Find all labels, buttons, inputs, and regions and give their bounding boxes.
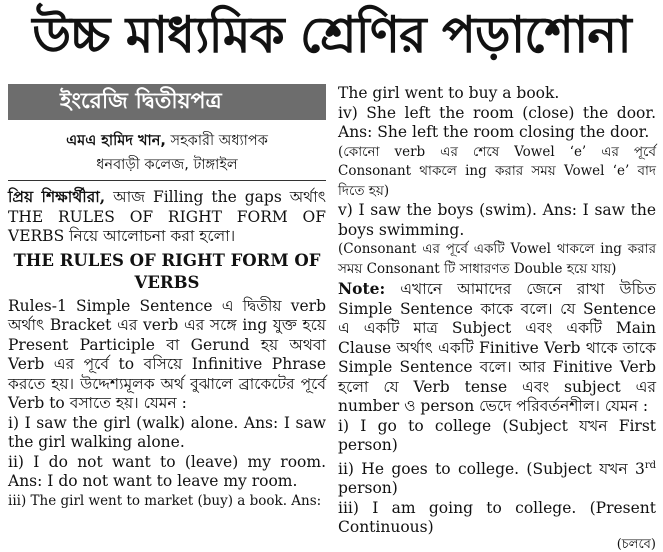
author-name: এমএ হামিদ খান,: [66, 133, 166, 149]
sentence-example-1: i) I go to college (Subject যখন First person): [338, 416, 656, 454]
example-1: i) I saw the girl (walk) alone. Ans: I saw the girl walking alone.: [8, 413, 326, 451]
note-text: এখানে আমাদের জেনে রাখা উচিত Simple Sentence কাকে বলে। যে Sentence এ একটি মাত্র Subject এবং একটি Main Clause অর্থাৎ একটি Finitive Verb থাকে তাকে Simple Sentence বলে। আর Finitive Verb হলো যে Verb tense এবং subject এর number ও person ভেদে পরিবর্তনশীল। যেমন :: [338, 280, 656, 415]
author-college: ধনবাড়ী কলেজ, টাঙ্গাইল: [96, 156, 238, 173]
masthead-title: উচ্চ মাধ্যমিক শ্রেণির পড়াশোনা: [32, 5, 631, 64]
continued-label: (চলবে): [616, 536, 656, 552]
intro-salutation: প্রিয় শিক্ষার্থীরা,: [8, 187, 106, 206]
divider: [8, 180, 326, 181]
note-consonant-double: (Consonant এর পূর্বে একটি Vowel থাকলে ing করার সময় Consonant টি সাধারণত Double হয়ে যায়): [338, 241, 656, 277]
ordinal-superscript: rd: [644, 459, 656, 471]
note-simple-sentence: [338, 279, 656, 417]
sentence-example-3: iii) I am going to college. (Present Continuous): [338, 498, 656, 537]
author-line: [8, 132, 326, 152]
sentence-example-2-text: ii) He goes to college. (Subject যখন 3: [338, 459, 645, 478]
author-role: সহকারী অধ্যাপক: [170, 133, 268, 149]
note-label: Note:: [338, 279, 386, 298]
example-3: iii) The girl went to market (buy) a book. Ans:: [8, 492, 322, 509]
rule-1-paragraph: Rules-1 Simple Sentence এ দ্বিতীয় verb অর্থাৎ Bracket এর verb এর সঙ্গে ing যুক্ত হয়ে Present Participle বা Gerund হয় অথবা Verb এর পূর্বে to বসিয়ে Infinitive Phrase করতে হয়। উদ্দেশ্যমূলক অর্থ বুঝালে ব্রাকেটের পূর্বে Verb to বসাতে হয়। যেমন :: [8, 296, 326, 412]
sentence-example-2: [338, 456, 656, 499]
intro-text: আজ Filling the gaps অর্থাৎ THE RULES OF RIGHT FORM OF VERBS নিয়ে আলোচনা করা হলো।: [8, 188, 326, 245]
left-column: [8, 80, 326, 511]
rules-heading: THE RULES OF RIGHT FORM OF VERBS: [13, 250, 321, 292]
section-banner: ইংরেজি দ্বিতীয়পত্র: [8, 84, 326, 120]
example-5: v) I saw the boys (swim). Ans: I saw the boys swimming.: [338, 201, 656, 239]
right-column: [338, 84, 656, 552]
example-3-answer: The girl went to buy a book.: [338, 84, 560, 102]
example-4: iv) She left the room (close) the door. Ans: She left the room closing the door.: [338, 103, 656, 141]
note-vowel-e: (কোনো verb এর শেষে Vowel ‘e’ এর পূর্বে Consonant থাকলে ing করার সময় Vowel ‘e’ বাদ দিতে হয়): [338, 143, 656, 199]
intro-paragraph: [8, 187, 326, 247]
example-2: ii) I do not want to (leave) my room. Ans: I do not want to leave my room.: [8, 452, 326, 490]
sentence-example-2-tail: person): [338, 479, 398, 498]
